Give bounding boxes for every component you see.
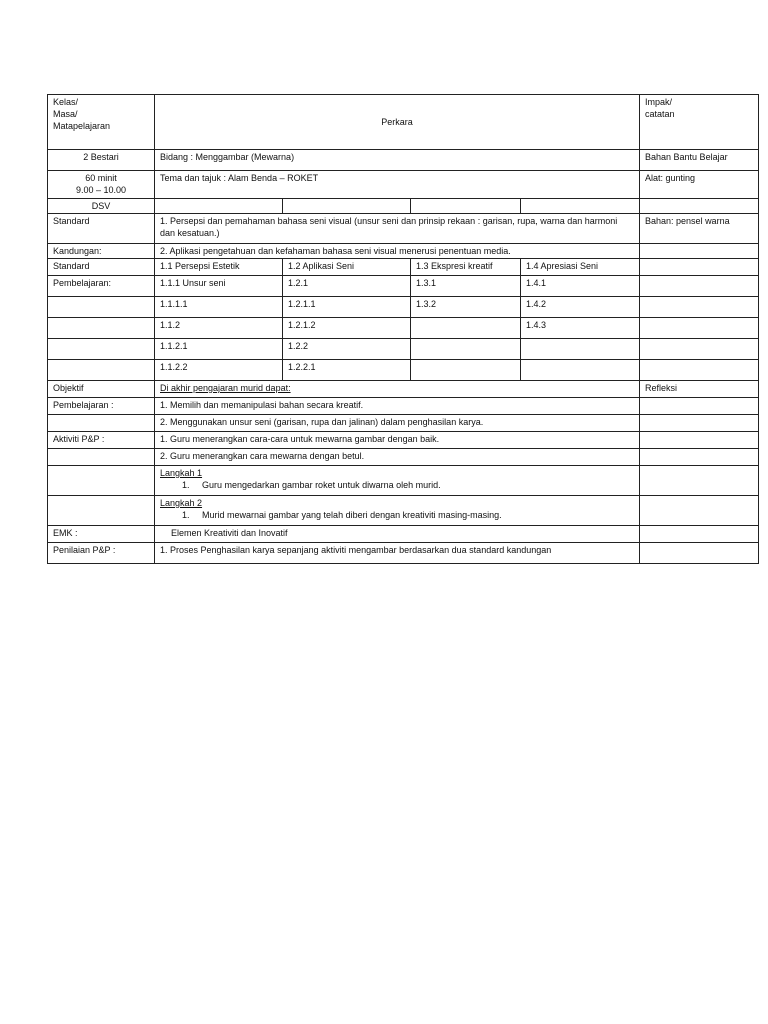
standard-text: 1. Persepsi dan pemahaman bahasa seni visual (unsur seni dan prinsip rekaan : garisan, rupa, warna dan harmoni dan kesatuan.) [155,214,640,244]
standards-grid-cell: 1.1.1 Unsur seni [155,276,283,297]
table-row [48,339,759,360]
objektif-item-1: 1. Memilih dan memanipulasi bahan secara kreatif. [155,398,640,415]
empty-cell [48,466,155,496]
emk-text: Elemen Kreativiti dan Inovatif [155,526,640,543]
masa-label: Masa/ [53,109,78,119]
empty-cell [640,276,759,297]
kandungan-text: 2. Aplikasi pengetahuan dan kefahaman bahasa seni visual menerusi penentuan media. [155,244,640,259]
table-row [48,360,759,381]
standards-grid-cell [521,360,640,381]
header-row [48,95,759,150]
empty-cell [48,449,155,466]
kandungan-label: Kandungan: [48,244,155,259]
standards-grid-cell: 1.2 Aplikasi Seni [283,259,411,276]
emk-label: EMK : [48,526,155,543]
langkah-2-step [160,509,634,521]
standards-grid-cell: 1.2.1.2 [283,318,411,339]
table-row [48,214,759,244]
standards-grid-cell: 1.3 Ekspresi kreatif [411,259,521,276]
pembelajaran-objektif-label: Pembelajaran : [48,398,155,415]
table-row [48,381,759,398]
masa-value [48,171,155,199]
tema-value: Tema dan tajuk : Alam Benda – ROKET [155,171,640,199]
table-row [48,150,759,171]
standards-grid-cell: 1.1 Persepsi Estetik [155,259,283,276]
impak-header [640,95,759,150]
empty-cell [640,449,759,466]
empty-cell [640,496,759,526]
empty-cell [48,297,155,318]
standards-grid-cell: 1.2.2.1 [283,360,411,381]
penilaian-text: 1. Proses Penghasilan karya sepanjang aktiviti mengambar berdasarkan dua standard kandungan [155,543,640,564]
standards-grid-cell: 1.2.1.1 [283,297,411,318]
empty-cell [155,199,283,214]
langkah-1-number: 1. [182,480,190,490]
empty-cell [48,496,155,526]
empty-cell [640,297,759,318]
standards-grid-cell [411,318,521,339]
empty-cell [640,543,759,564]
empty-cell [48,339,155,360]
perkara-header: Perkara [155,95,640,150]
standards-grid-cell: 1.4.2 [521,297,640,318]
bahan-value: Bahan: pensel warna [640,214,759,244]
dsv-label: DSV [48,199,155,214]
table-row [48,449,759,466]
alat-value: Alat: gunting [640,171,759,199]
table-row [48,526,759,543]
empty-cell [640,398,759,415]
objektif-item-2: 2. Menggunakan unsur seni (garisan, rupa dan jalinan) dalam penghasilan karya. [155,415,640,432]
table-row [48,297,759,318]
empty-cell [640,339,759,360]
table-row [48,543,759,564]
table-row [48,415,759,432]
penilaian-label: Penilaian P&P : [48,543,155,564]
standards-grid-cell: 1.3.2 [411,297,521,318]
langkah-2-number: 1. [182,510,190,520]
standards-grid-cell [411,360,521,381]
table-row [48,318,759,339]
empty-cell [640,360,759,381]
table-row [48,496,759,526]
empty-cell [521,199,640,214]
standards-grid-cell [521,339,640,360]
empty-cell [411,199,521,214]
standard-label: Standard [48,214,155,244]
langkah-1-step [160,479,634,491]
kelas-label: Kelas/ [53,97,79,107]
empty-cell [640,432,759,449]
impak-label: Impak/ [645,97,673,107]
standards-grid-cell: 1.4.3 [521,318,640,339]
empty-cell [48,415,155,432]
table-row [48,171,759,199]
standards-grid-cell: 1.2.1 [283,276,411,297]
pembelajaran-label: Pembelajaran: [48,276,155,297]
langkah-1 [155,466,640,496]
bahan-bantu-label: Bahan Bantu Belajar [640,150,759,171]
standards-grid-cell: 1.1.2.2 [155,360,283,381]
empty-cell [640,199,759,214]
masa-duration: 60 minit [85,173,117,183]
table-row [48,432,759,449]
kelas-masa-header [48,95,155,150]
table-row [48,398,759,415]
standards-grid-cell: 1.2.2 [283,339,411,360]
langkah-1-text: Guru mengedarkan gambar roket untuk diwarna oleh murid. [202,480,441,490]
standard-pembelajaran-label: Standard [48,259,155,276]
objektif-label: Objektif [48,381,155,398]
table-row [48,259,759,276]
kelas-value: 2 Bestari [48,150,155,171]
aktiviti-item-1: 1. Guru menerangkan cara-cara untuk mewarna gambar dengan baik. [155,432,640,449]
empty-cell [640,259,759,276]
table-row [48,276,759,297]
standards-grid-cell: 1.1.2 [155,318,283,339]
langkah-2-title: Langkah 2 [160,498,203,508]
standards-grid-cell: 1.3.1 [411,276,521,297]
langkah-2-text: Murid mewarnai gambar yang telah diberi dengan kreativiti masing-masing. [202,510,502,520]
objektif-intro-text: Di akhir pengajaran murid dapat: [160,383,291,393]
matapelajaran-label: Matapelajaran [53,121,111,131]
standards-grid-cell: 1.1.2.1 [155,339,283,360]
empty-cell [640,466,759,496]
empty-cell [640,526,759,543]
langkah-2 [155,496,640,526]
objektif-intro [155,381,640,398]
aktiviti-label: Aktiviti P&P : [48,432,155,449]
table-row [48,244,759,259]
catatan-label: catatan [645,109,675,119]
standards-grid-cell: 1.4.1 [521,276,640,297]
empty-cell [640,415,759,432]
lesson-plan-table [47,94,759,564]
aktiviti-item-2: 2. Guru menerangkan cara mewarna dengan betul. [155,449,640,466]
empty-cell [640,318,759,339]
masa-time: 9.00 – 10.00 [75,185,127,195]
standards-grid-cell: 1.4 Apresiasi Seni [521,259,640,276]
table-row [48,199,759,214]
empty-cell [48,318,155,339]
table-row [48,466,759,496]
bidang-value: Bidang : Menggambar (Mewarna) [155,150,640,171]
empty-cell [48,360,155,381]
standards-grid-cell: 1.1.1.1 [155,297,283,318]
refleksi-label: Refleksi [640,381,759,398]
empty-cell [283,199,411,214]
langkah-1-title: Langkah 1 [160,468,203,478]
standards-grid-cell [411,339,521,360]
empty-cell [640,244,759,259]
